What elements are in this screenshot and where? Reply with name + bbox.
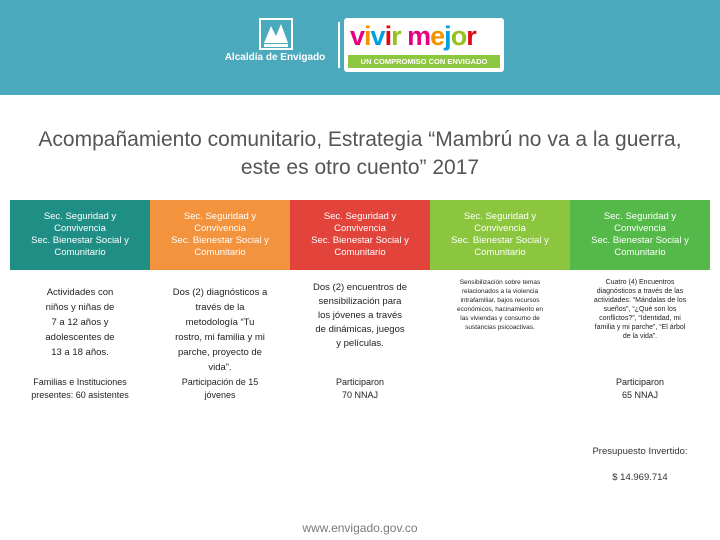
- brand-letter: r: [466, 21, 476, 51]
- brand-letter: v: [350, 21, 365, 51]
- alcaldia-name: Alcaldía de Envigado: [224, 52, 326, 63]
- brand-letter: o: [450, 21, 467, 51]
- budget-block: [570, 432, 710, 497]
- budget-value: $ 14.969.714: [612, 472, 668, 483]
- column-activity-5: Cuatro (4) Encuentros diagnósticos a través de las actividades: “Mándalas de los sueños”, “¿Qué son los conflictos?”, “Identidad, mi familia y mi parche”, “El árbol de la vida”.: [593, 279, 687, 340]
- column-header-2: Sec. Seguridad y Convivencia Sec. Bienestar Social y Comunitario: [150, 200, 290, 270]
- header-band: [0, 0, 720, 95]
- column-activity-3: Dos (2) encuentros de sensibilización para los jóvenes a través de dinámicas, juegos y películas.: [313, 282, 407, 349]
- column-header-5: Sec. Seguridad y Convivencia Sec. Bienestar Social y Comunitario: [570, 200, 710, 270]
- brand-letter: r: [391, 21, 401, 51]
- column-header-1: Sec. Seguridad y Convivencia Sec. Bienestar Social y Comunitario: [10, 200, 150, 270]
- brand-letter: i: [384, 21, 392, 51]
- column-result-2: Participación de 15 jóvenes: [181, 377, 259, 400]
- envigado-emblem-icon: [259, 18, 293, 50]
- footer-url: www.envigado.gov.co: [302, 521, 418, 535]
- column-result-3: Participaron 70 NNAJ: [335, 377, 385, 400]
- brand-letter: v: [370, 21, 385, 51]
- page-title: Acompañamiento comunitario, Estrategia “Mambrú no va a la guerra, este es otro cuento” 2017: [38, 128, 682, 179]
- column-result-5: Participaron 65 NNAJ: [615, 377, 665, 400]
- brand-letter: m: [407, 21, 431, 51]
- column-result-1: Familias e Instituciones presentes: 60 asistentes: [31, 377, 129, 400]
- column-activity-4: Sensibilización sobre temas relacionados a la violencia intrafamiliar, bajos recursos económicos, hacinamiento en las viviendas y consumo de sustancias psicoactivas.: [457, 279, 543, 331]
- budget-label: Presupuesto Invertido:: [592, 446, 688, 457]
- alcaldia-logo: [215, 18, 335, 72]
- brand-letter: j: [444, 21, 451, 51]
- vivir-mejor-logo: [344, 18, 504, 72]
- column-activity-2: Dos (2) diagnósticos a través de la metodología “Tu rostro, mi familia y mi parche, proyecto de vida”.: [172, 287, 268, 373]
- column-activity-1: Actividades con niños y niñas de 7 a 12 años y adolescentes de 13 a 18 años.: [45, 287, 115, 358]
- column-header-4: Sec. Seguridad y Convivencia Sec. Bienestar Social y Comunitario: [430, 200, 570, 270]
- brand-letter: e: [430, 21, 445, 51]
- column-header-3: Sec. Seguridad y Convivencia Sec. Bienestar Social y Comunitario: [290, 200, 430, 270]
- logo-divider: [338, 22, 340, 68]
- vivir-mejor-wordmark: [350, 20, 500, 52]
- brand-tagline: UN COMPROMISO CON ENVIGADO: [348, 55, 500, 68]
- brand-letter: i: [364, 21, 371, 51]
